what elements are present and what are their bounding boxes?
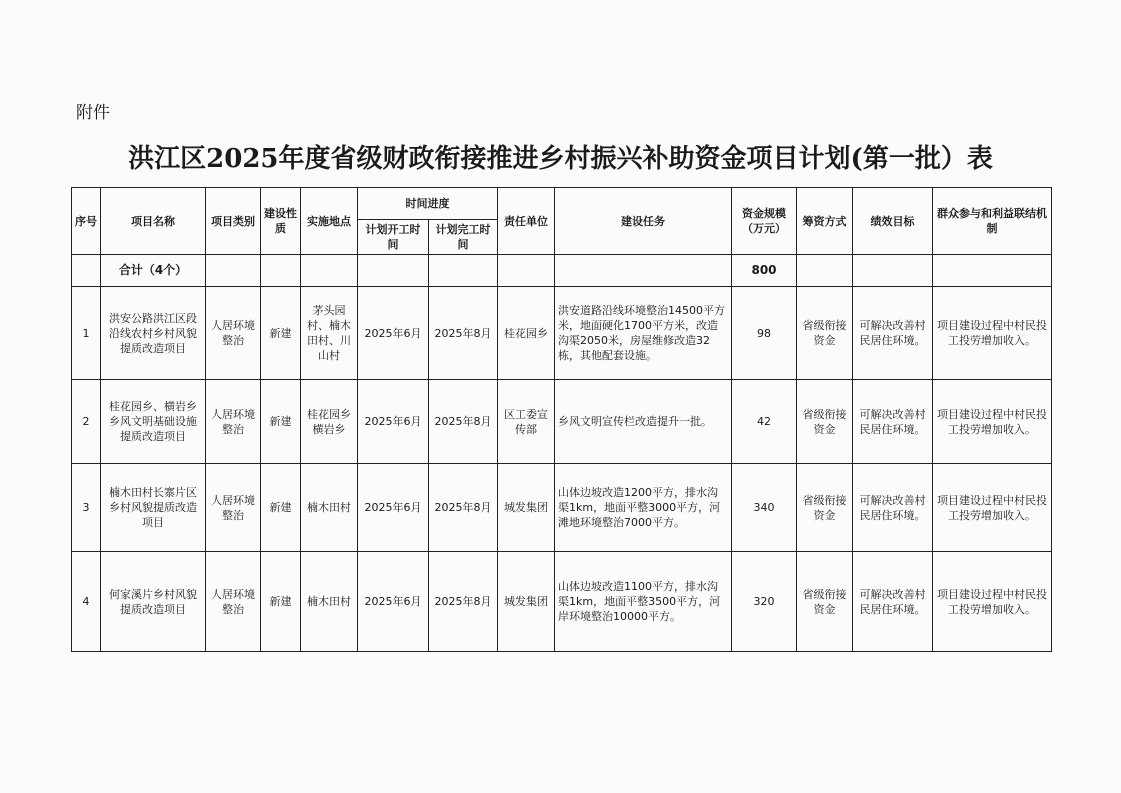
row-start: 2025年6月 — [358, 287, 429, 380]
row-location: 楠木田村 — [301, 552, 358, 652]
table-row — [72, 552, 1052, 652]
row-type: 人居环境整治 — [206, 380, 261, 464]
header-seq: 序号 — [72, 188, 101, 255]
row-unit: 区工委宣传部 — [498, 380, 555, 464]
row-seq: 1 — [72, 287, 101, 380]
row-type: 人居环境整治 — [206, 287, 261, 380]
total-row — [72, 255, 1052, 287]
row-benefit: 项目建设过程中村民投工投劳增加收入。 — [933, 287, 1052, 380]
row-goal: 可解决改善村民居住环境。 — [853, 464, 933, 552]
row-type: 人居环境整治 — [206, 552, 261, 652]
header-task: 建设任务 — [555, 188, 732, 255]
table-row — [72, 380, 1052, 464]
empty-cell — [206, 255, 261, 287]
row-raise: 省级衔接资金 — [797, 287, 853, 380]
total-label: 合计（4个） — [101, 255, 206, 287]
empty-cell — [797, 255, 853, 287]
header-nature: 建设性质 — [261, 188, 301, 255]
row-start: 2025年6月 — [358, 552, 429, 652]
table-row — [72, 464, 1052, 552]
row-goal: 可解决改善村民居住环境。 — [853, 380, 933, 464]
row-seq: 2 — [72, 380, 101, 464]
header-fund: 资金规模（万元） — [732, 188, 797, 255]
row-task: 山体边坡改造1100平方，排水沟渠1km，地面平整3500平方，河岸环境整治10000平方。 — [555, 552, 732, 652]
empty-cell — [933, 255, 1052, 287]
empty-cell — [555, 255, 732, 287]
project-plan-table — [71, 187, 1052, 652]
row-name: 何家溪片乡村风貌提质改造项目 — [101, 552, 206, 652]
row-nature: 新建 — [261, 464, 301, 552]
row-location: 楠木田村 — [301, 464, 358, 552]
row-unit: 城发集团 — [498, 464, 555, 552]
row-name: 桂花园乡、横岩乡乡风文明基础设施提质改造项目 — [101, 380, 206, 464]
header-name: 项目名称 — [101, 188, 206, 255]
row-nature: 新建 — [261, 287, 301, 380]
row-unit: 桂花园乡 — [498, 287, 555, 380]
row-benefit: 项目建设过程中村民投工投劳增加收入。 — [933, 380, 1052, 464]
total-seq-cell — [72, 255, 101, 287]
row-seq: 4 — [72, 552, 101, 652]
header-schedule: 时间进度 — [358, 188, 498, 220]
row-task: 乡风文明宣传栏改造提升一批。 — [555, 380, 732, 464]
header-benefit: 群众参与和利益联结机制 — [933, 188, 1052, 255]
header-raise: 筹资方式 — [797, 188, 853, 255]
empty-cell — [429, 255, 498, 287]
header-unit: 责任单位 — [498, 188, 555, 255]
empty-cell — [853, 255, 933, 287]
row-task: 山体边坡改造1200平方，排水沟渠1km，地面平整3000平方，河滩地环境整治7000平方。 — [555, 464, 732, 552]
header-end: 计划完工时间 — [429, 220, 498, 255]
row-location: 茅头园村、楠木田村、川山村 — [301, 287, 358, 380]
row-fund: 320 — [732, 552, 797, 652]
row-start: 2025年6月 — [358, 380, 429, 464]
empty-cell — [261, 255, 301, 287]
empty-cell — [301, 255, 358, 287]
table-row — [72, 287, 1052, 380]
row-end: 2025年8月 — [429, 380, 498, 464]
row-start: 2025年6月 — [358, 464, 429, 552]
attachment-label: 附件 — [76, 103, 110, 123]
total-fund: 800 — [732, 255, 797, 287]
row-raise: 省级衔接资金 — [797, 552, 853, 652]
row-end: 2025年8月 — [429, 552, 498, 652]
row-benefit: 项目建设过程中村民投工投劳增加收入。 — [933, 552, 1052, 652]
row-fund: 42 — [732, 380, 797, 464]
row-raise: 省级衔接资金 — [797, 464, 853, 552]
row-goal: 可解决改善村民居住环境。 — [853, 552, 933, 652]
row-name: 洪安公路洪江区段沿线农村乡村风貌提质改造项目 — [101, 287, 206, 380]
row-nature: 新建 — [261, 380, 301, 464]
row-end: 2025年8月 — [429, 287, 498, 380]
empty-cell — [358, 255, 429, 287]
header-type: 项目类别 — [206, 188, 261, 255]
header-goal: 绩效目标 — [853, 188, 933, 255]
row-raise: 省级衔接资金 — [797, 380, 853, 464]
row-fund: 98 — [732, 287, 797, 380]
header-location: 实施地点 — [301, 188, 358, 255]
row-goal: 可解决改善村民居住环境。 — [853, 287, 933, 380]
empty-cell — [498, 255, 555, 287]
row-location: 桂花园乡横岩乡 — [301, 380, 358, 464]
row-benefit: 项目建设过程中村民投工投劳增加收入。 — [933, 464, 1052, 552]
row-name: 楠木田村长寨片区乡村风貌提质改造项目 — [101, 464, 206, 552]
document-title: 洪江区2025年度省级财政衔接推进乡村振兴补助资金项目计划(第一批）表 — [128, 144, 993, 174]
header-start: 计划开工时间 — [358, 220, 429, 255]
row-type: 人居环境整治 — [206, 464, 261, 552]
row-nature: 新建 — [261, 552, 301, 652]
row-task: 洪安道路沿线环境整治14500平方米，地面硬化1700平方米，改造沟渠2050米，房屋维修改造32栋，其他配套设施。 — [555, 287, 732, 380]
row-unit: 城发集团 — [498, 552, 555, 652]
row-seq: 3 — [72, 464, 101, 552]
row-fund: 340 — [732, 464, 797, 552]
row-end: 2025年8月 — [429, 464, 498, 552]
